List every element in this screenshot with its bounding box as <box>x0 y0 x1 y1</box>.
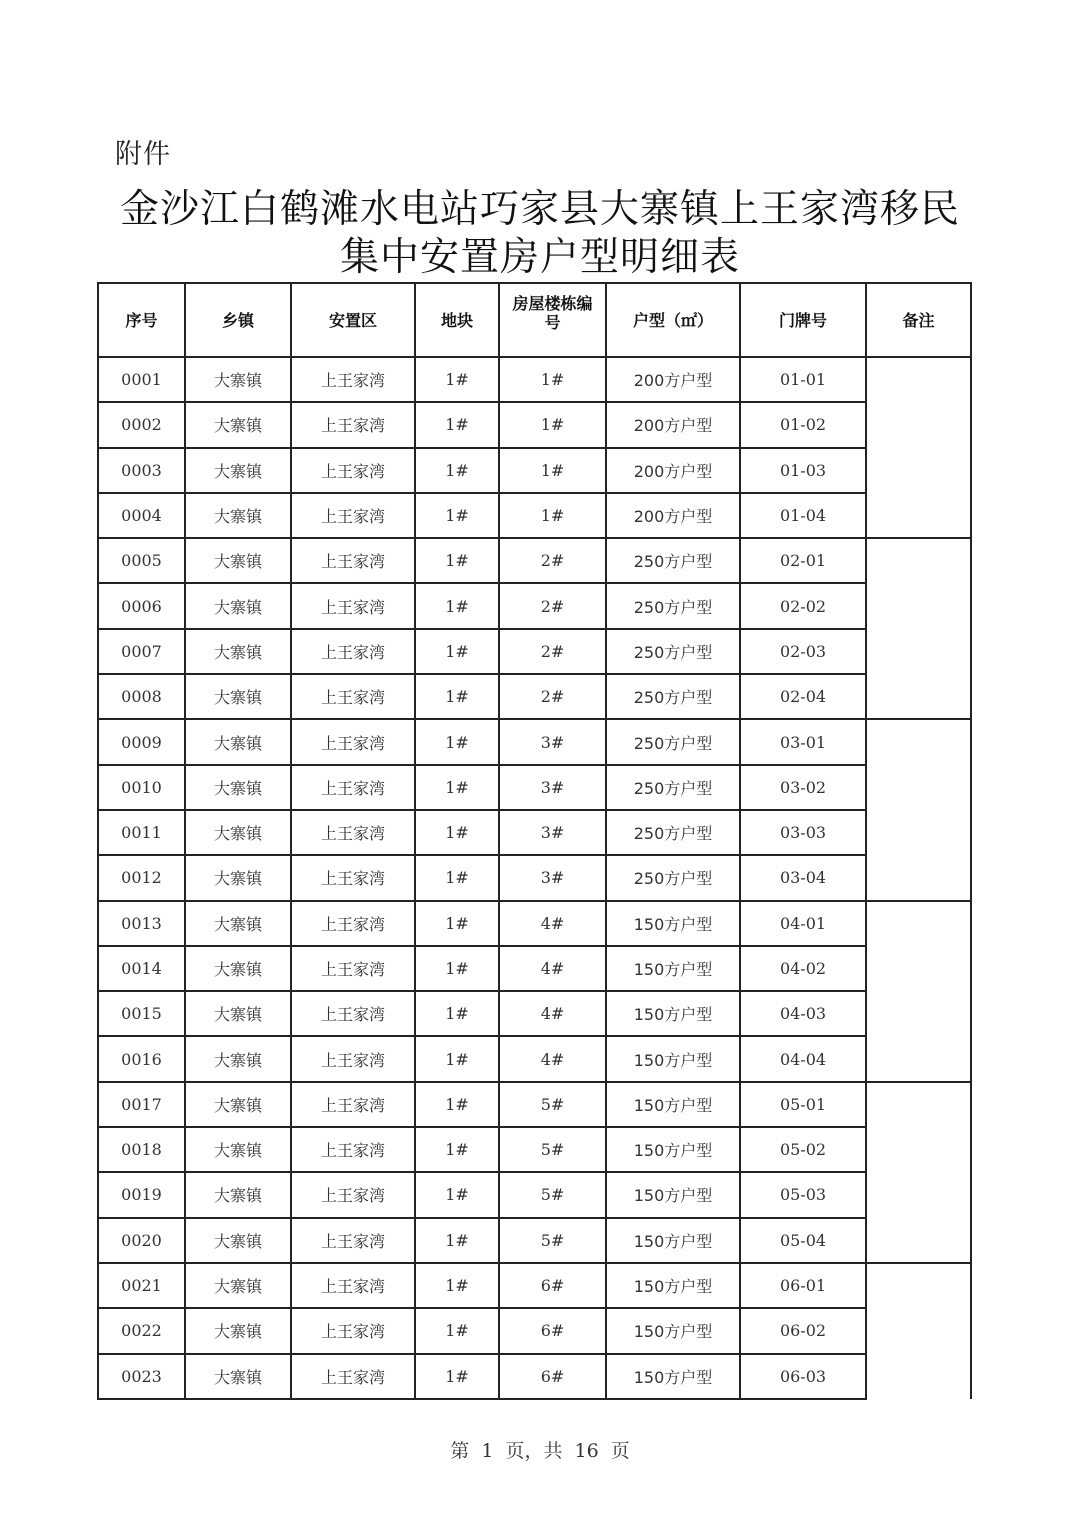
cell-type: 250方户型 <box>606 855 740 900</box>
annex-label: 附件 <box>115 139 171 170</box>
cell-plot: 1# <box>415 674 499 719</box>
table-row <box>98 1127 971 1172</box>
cell-seq: 0006 <box>98 583 185 628</box>
cell-town: 大寨镇 <box>185 1218 291 1263</box>
header-building-line1: 房屋楼栋编 <box>512 294 593 313</box>
cell-town: 大寨镇 <box>185 1308 291 1353</box>
cell-building: 6# <box>499 1354 606 1399</box>
cell-building: 3# <box>499 855 606 900</box>
cell-seq: 0012 <box>98 855 185 900</box>
cell-type: 150方户型 <box>606 1172 740 1217</box>
table-header-row <box>98 283 971 357</box>
cell-town: 大寨镇 <box>185 674 291 719</box>
cell-door: 02-01 <box>740 538 866 583</box>
cell-plot: 1# <box>415 946 499 991</box>
header-seq: 序号 <box>98 283 185 357</box>
header-door: 门牌号 <box>740 283 866 357</box>
cell-town: 大寨镇 <box>185 1172 291 1217</box>
cell-door: 06-03 <box>740 1354 866 1399</box>
cell-type: 150方户型 <box>606 1308 740 1353</box>
table-row <box>98 855 971 900</box>
cell-type: 200方户型 <box>606 448 740 493</box>
cell-plot: 1# <box>415 1036 499 1081</box>
cell-area: 上王家湾 <box>291 1127 415 1172</box>
page-number: 第 1 页，共 16 页 <box>450 1440 630 1462</box>
cell-area: 上王家湾 <box>291 946 415 991</box>
cell-plot: 1# <box>415 629 499 674</box>
cell-door: 01-02 <box>740 402 866 447</box>
cell-type: 150方户型 <box>606 1127 740 1172</box>
cell-seq: 0005 <box>98 538 185 583</box>
cell-type: 150方户型 <box>606 946 740 991</box>
cell-town: 大寨镇 <box>185 402 291 447</box>
table-row <box>98 1354 971 1399</box>
cell-type: 250方户型 <box>606 810 740 855</box>
cell-door: 04-03 <box>740 991 866 1036</box>
cell-seq: 0009 <box>98 719 185 764</box>
cell-type: 150方户型 <box>606 1218 740 1263</box>
cell-town: 大寨镇 <box>185 629 291 674</box>
cell-town: 大寨镇 <box>185 493 291 538</box>
cell-door: 02-03 <box>740 629 866 674</box>
cell-plot: 1# <box>415 991 499 1036</box>
cell-building: 2# <box>499 538 606 583</box>
header-area: 安置区 <box>291 283 415 357</box>
cell-town: 大寨镇 <box>185 1082 291 1127</box>
cell-building: 4# <box>499 946 606 991</box>
cell-plot: 1# <box>415 1308 499 1353</box>
cell-type: 250方户型 <box>606 538 740 583</box>
cell-remark <box>866 1263 971 1399</box>
cell-plot: 1# <box>415 1218 499 1263</box>
header-town: 乡镇 <box>185 283 291 357</box>
cell-seq: 0016 <box>98 1036 185 1081</box>
cell-door: 02-02 <box>740 583 866 628</box>
cell-remark <box>866 1082 971 1263</box>
cell-area: 上王家湾 <box>291 538 415 583</box>
table-row <box>98 765 971 810</box>
cell-type: 150方户型 <box>606 901 740 946</box>
cell-town: 大寨镇 <box>185 1354 291 1399</box>
cell-door: 04-02 <box>740 946 866 991</box>
cell-building: 5# <box>499 1082 606 1127</box>
cell-seq: 0003 <box>98 448 185 493</box>
cell-area: 上王家湾 <box>291 1036 415 1081</box>
cell-seq: 0002 <box>98 402 185 447</box>
cell-door: 05-03 <box>740 1172 866 1217</box>
cell-remark <box>866 357 971 538</box>
cell-building: 6# <box>499 1308 606 1353</box>
cell-plot: 1# <box>415 448 499 493</box>
table-row <box>98 946 971 991</box>
cell-area: 上王家湾 <box>291 810 415 855</box>
cell-door: 04-04 <box>740 1036 866 1081</box>
cell-seq: 0019 <box>98 1172 185 1217</box>
header-building-line2: 号 <box>544 313 561 332</box>
cell-plot: 1# <box>415 583 499 628</box>
cell-door: 05-02 <box>740 1127 866 1172</box>
cell-plot: 1# <box>415 765 499 810</box>
cell-building: 5# <box>499 1218 606 1263</box>
cell-building: 1# <box>499 448 606 493</box>
cell-area: 上王家湾 <box>291 1218 415 1263</box>
cell-area: 上王家湾 <box>291 402 415 447</box>
cell-building: 3# <box>499 810 606 855</box>
cell-type: 200方户型 <box>606 357 740 402</box>
cell-plot: 1# <box>415 1354 499 1399</box>
cell-town: 大寨镇 <box>185 538 291 583</box>
cell-town: 大寨镇 <box>185 1263 291 1308</box>
cell-building: 2# <box>499 583 606 628</box>
cell-town: 大寨镇 <box>185 810 291 855</box>
cell-building: 3# <box>499 719 606 764</box>
cell-door: 01-03 <box>740 448 866 493</box>
document-title-line2: 集中安置房户型明细表 <box>339 235 740 280</box>
cell-door: 04-01 <box>740 901 866 946</box>
cell-area: 上王家湾 <box>291 719 415 764</box>
cell-area: 上王家湾 <box>291 855 415 900</box>
cell-type: 250方户型 <box>606 674 740 719</box>
table-row <box>98 674 971 719</box>
cell-town: 大寨镇 <box>185 1127 291 1172</box>
cell-building: 4# <box>499 1036 606 1081</box>
cell-town: 大寨镇 <box>185 719 291 764</box>
cell-building: 5# <box>499 1127 606 1172</box>
cell-remark <box>866 901 971 1082</box>
cell-door: 03-03 <box>740 810 866 855</box>
cell-plot: 1# <box>415 538 499 583</box>
table-row <box>98 991 971 1036</box>
cell-town: 大寨镇 <box>185 448 291 493</box>
cell-type: 150方户型 <box>606 1263 740 1308</box>
cell-seq: 0007 <box>98 629 185 674</box>
table-row <box>98 493 971 538</box>
cell-plot: 1# <box>415 1263 499 1308</box>
cell-type: 150方户型 <box>606 1036 740 1081</box>
cell-town: 大寨镇 <box>185 357 291 402</box>
cell-plot: 1# <box>415 1127 499 1172</box>
document-title-line1: 金沙江白鹤滩水电站巧家县大寨镇上王家湾移民 <box>119 187 960 232</box>
cell-door: 05-04 <box>740 1218 866 1263</box>
cell-door: 01-01 <box>740 357 866 402</box>
cell-building: 4# <box>499 901 606 946</box>
cell-plot: 1# <box>415 810 499 855</box>
cell-seq: 0015 <box>98 991 185 1036</box>
table-body <box>98 357 971 1399</box>
cell-door: 05-01 <box>740 1082 866 1127</box>
cell-plot: 1# <box>415 1082 499 1127</box>
cell-plot: 1# <box>415 855 499 900</box>
table-row <box>98 901 971 946</box>
table-row <box>98 810 971 855</box>
cell-seq: 0021 <box>98 1263 185 1308</box>
cell-area: 上王家湾 <box>291 765 415 810</box>
cell-door: 01-04 <box>740 493 866 538</box>
cell-seq: 0013 <box>98 901 185 946</box>
cell-door: 06-02 <box>740 1308 866 1353</box>
cell-type: 250方户型 <box>606 629 740 674</box>
cell-remark <box>866 719 971 900</box>
cell-seq: 0004 <box>98 493 185 538</box>
cell-building: 2# <box>499 674 606 719</box>
cell-seq: 0018 <box>98 1127 185 1172</box>
cell-area: 上王家湾 <box>291 1082 415 1127</box>
cell-area: 上王家湾 <box>291 1308 415 1353</box>
cell-plot: 1# <box>415 1172 499 1217</box>
cell-building: 5# <box>499 1172 606 1217</box>
cell-area: 上王家湾 <box>291 991 415 1036</box>
table-row <box>98 1218 971 1263</box>
table-row <box>98 1082 971 1127</box>
cell-town: 大寨镇 <box>185 991 291 1036</box>
cell-town: 大寨镇 <box>185 1036 291 1081</box>
cell-town: 大寨镇 <box>185 901 291 946</box>
table-row <box>98 719 971 764</box>
table-row <box>98 538 971 583</box>
cell-seq: 0008 <box>98 674 185 719</box>
cell-type: 250方户型 <box>606 765 740 810</box>
cell-area: 上王家湾 <box>291 674 415 719</box>
cell-building: 4# <box>499 991 606 1036</box>
cell-seq: 0017 <box>98 1082 185 1127</box>
cell-area: 上王家湾 <box>291 448 415 493</box>
table-row <box>98 402 971 447</box>
header-building <box>499 283 606 357</box>
cell-type: 150方户型 <box>606 991 740 1036</box>
table-row <box>98 448 971 493</box>
cell-door: 03-04 <box>740 855 866 900</box>
cell-door: 03-02 <box>740 765 866 810</box>
cell-plot: 1# <box>415 901 499 946</box>
cell-building: 1# <box>499 493 606 538</box>
cell-door: 06-01 <box>740 1263 866 1308</box>
table-row <box>98 1308 971 1353</box>
cell-building: 6# <box>499 1263 606 1308</box>
cell-door: 02-04 <box>740 674 866 719</box>
household-type-table <box>97 282 972 1400</box>
cell-town: 大寨镇 <box>185 855 291 900</box>
table-row <box>98 583 971 628</box>
header-remark: 备注 <box>866 283 971 357</box>
cell-town: 大寨镇 <box>185 765 291 810</box>
cell-remark <box>866 538 971 719</box>
table-row <box>98 1172 971 1217</box>
cell-seq: 0020 <box>98 1218 185 1263</box>
cell-type: 200方户型 <box>606 493 740 538</box>
table-row <box>98 629 971 674</box>
cell-area: 上王家湾 <box>291 583 415 628</box>
cell-type: 250方户型 <box>606 719 740 764</box>
cell-plot: 1# <box>415 719 499 764</box>
table-row <box>98 357 971 402</box>
cell-seq: 0010 <box>98 765 185 810</box>
cell-type: 150方户型 <box>606 1354 740 1399</box>
cell-building: 1# <box>499 402 606 447</box>
cell-type: 250方户型 <box>606 583 740 628</box>
cell-type: 200方户型 <box>606 402 740 447</box>
cell-seq: 0014 <box>98 946 185 991</box>
cell-door: 03-01 <box>740 719 866 764</box>
cell-area: 上王家湾 <box>291 493 415 538</box>
cell-seq: 0001 <box>98 357 185 402</box>
table-row <box>98 1263 971 1308</box>
cell-plot: 1# <box>415 357 499 402</box>
cell-area: 上王家湾 <box>291 1354 415 1399</box>
cell-seq: 0011 <box>98 810 185 855</box>
cell-area: 上王家湾 <box>291 901 415 946</box>
cell-building: 1# <box>499 357 606 402</box>
header-plot: 地块 <box>415 283 499 357</box>
cell-plot: 1# <box>415 402 499 447</box>
cell-building: 3# <box>499 765 606 810</box>
cell-plot: 1# <box>415 493 499 538</box>
cell-town: 大寨镇 <box>185 583 291 628</box>
table-row <box>98 1036 971 1081</box>
cell-seq: 0022 <box>98 1308 185 1353</box>
cell-area: 上王家湾 <box>291 357 415 402</box>
cell-area: 上王家湾 <box>291 629 415 674</box>
cell-town: 大寨镇 <box>185 946 291 991</box>
cell-area: 上王家湾 <box>291 1172 415 1217</box>
header-type: 户型（㎡） <box>606 283 740 357</box>
cell-area: 上王家湾 <box>291 1263 415 1308</box>
cell-building: 2# <box>499 629 606 674</box>
cell-seq: 0023 <box>98 1354 185 1399</box>
cell-type: 150方户型 <box>606 1082 740 1127</box>
